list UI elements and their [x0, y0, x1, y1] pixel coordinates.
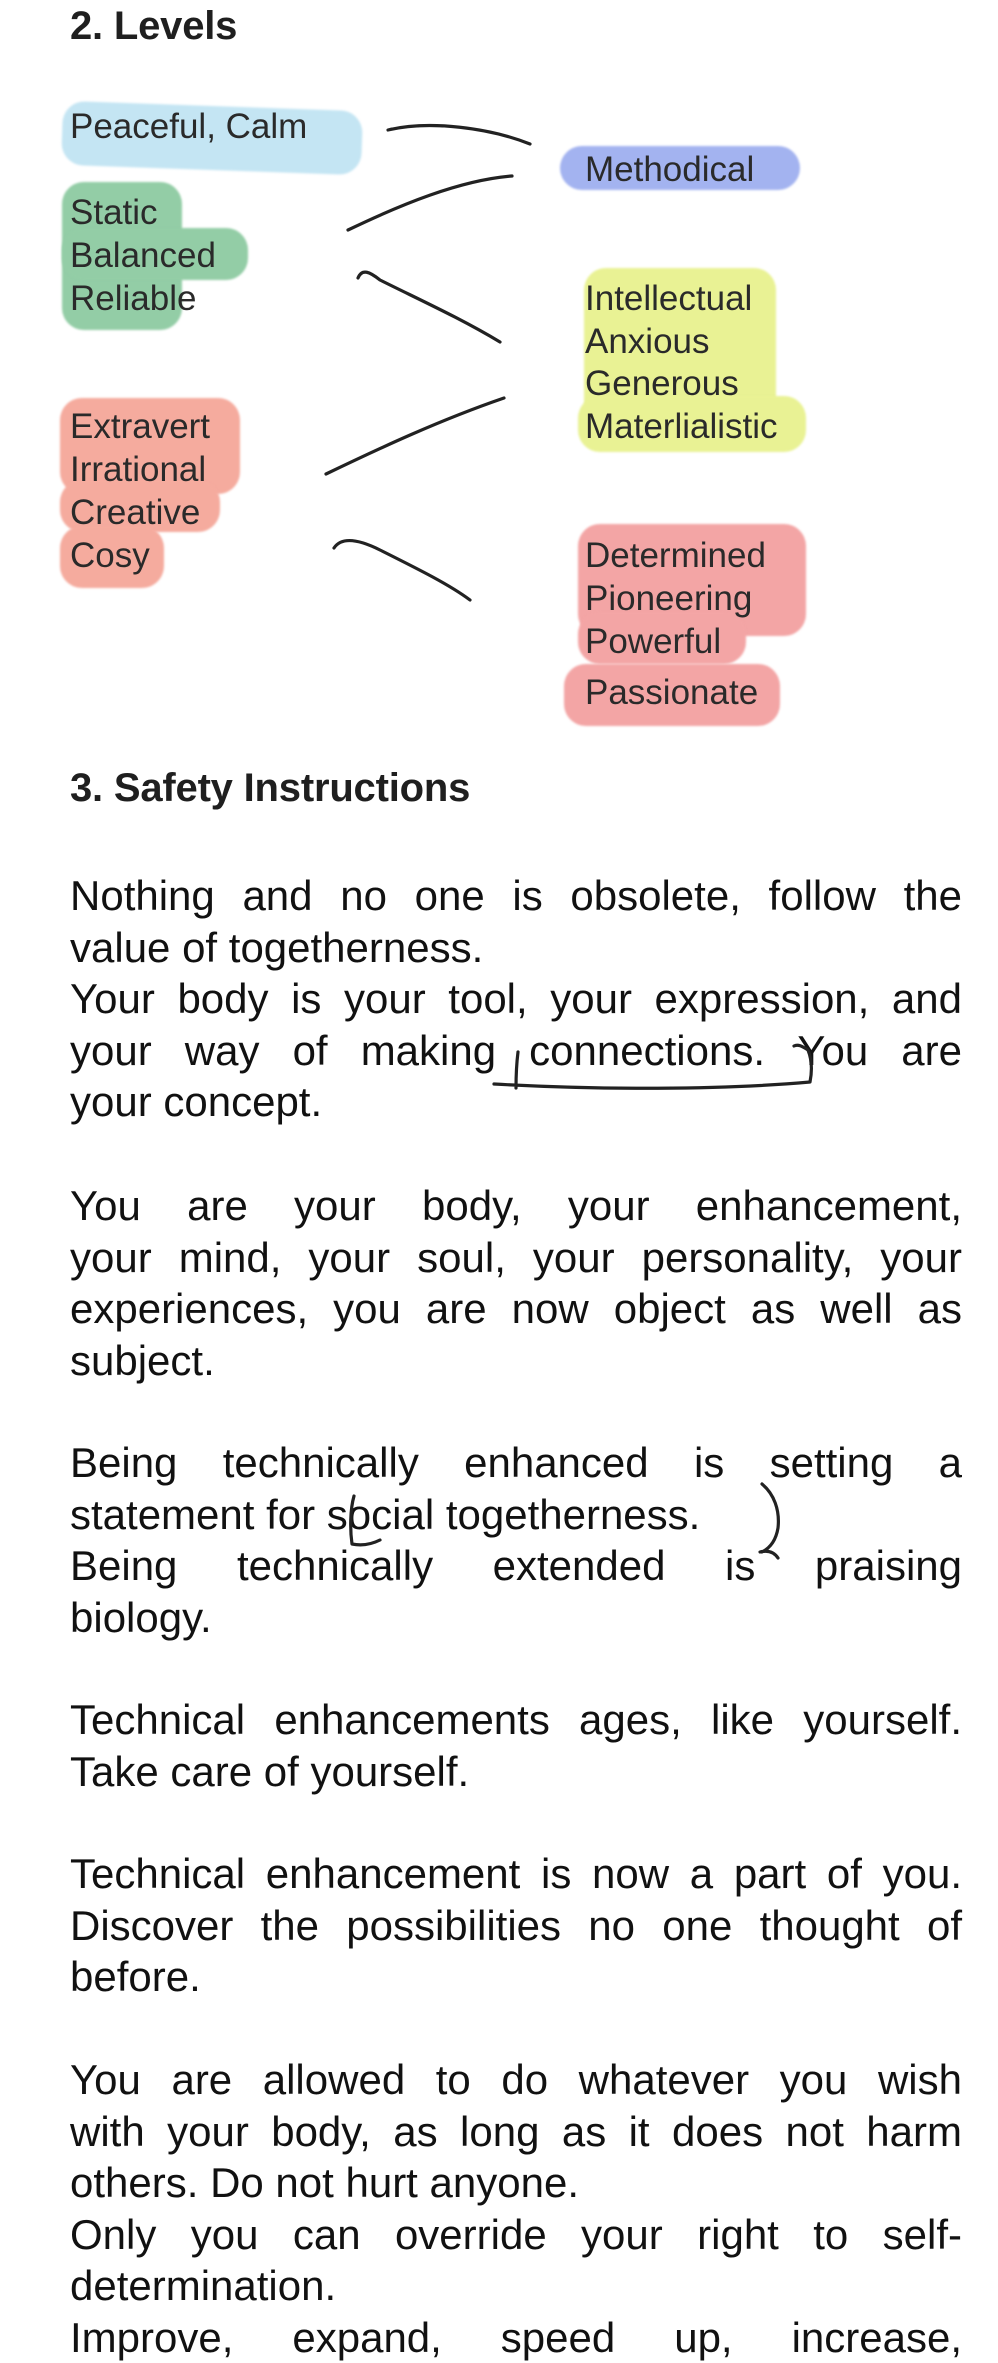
paragraph-line: Being technically enhanced is setting a: [70, 1437, 962, 1489]
paragraph-line: You are your body, your enhancement,: [70, 1180, 962, 1232]
paragraph-line: before.: [70, 1951, 962, 2003]
paragraph-line: Being technically extended is praising: [70, 1540, 962, 1592]
level-left-7: Creative: [70, 492, 200, 534]
paragraph-line: Nothing and no one is obsolete, follow the: [70, 870, 962, 922]
paragraph-line: Take care of yourself.: [70, 1746, 962, 1798]
paragraph-line: Only you can override your right to self-: [70, 2209, 962, 2261]
paragraph-line: Improve, expand, speed up, increase,: [70, 2312, 962, 2363]
paragraph-line: your concept.: [70, 1076, 962, 1128]
paragraph-line: others. Do not hurt anyone.: [70, 2157, 962, 2209]
level-right-7: Pioneering: [585, 578, 752, 620]
paragraph-line: Technical enhancements ages, like yourself.: [70, 1694, 962, 1746]
paragraph-line: your way of making connections. You are: [70, 1025, 962, 1077]
connector-stroke-1: [388, 126, 530, 144]
level-left-4: Reliable: [70, 278, 196, 320]
paragraph-line: You are allowed to do whatever you wish: [70, 2054, 962, 2106]
paragraph-line: biology.: [70, 1592, 962, 1644]
paragraph-line: determination.: [70, 2260, 962, 2312]
level-right-4: Generous: [585, 363, 739, 405]
paragraph-line: Discover the possibilities no one thought of: [70, 1900, 962, 1952]
paragraph-line: Your body is your tool, your expression, and: [70, 973, 962, 1025]
safety-paragraph-1: [70, 870, 962, 1128]
connector-stroke-3: [358, 272, 500, 342]
level-right-1: Methodical: [585, 149, 754, 191]
level-left-3: Balanced: [70, 235, 216, 277]
safety-paragraph-2: [70, 1180, 962, 1386]
level-right-8: Powerful: [585, 621, 721, 663]
level-left-1: Peaceful, Calm: [70, 106, 307, 148]
level-left-5: Extravert: [70, 406, 210, 448]
connector-stroke-5: [334, 541, 470, 600]
paragraph-line: statement for social togetherness.: [70, 1489, 962, 1541]
safety-paragraph-6: [70, 2054, 962, 2363]
level-left-8: Cosy: [70, 535, 150, 577]
level-right-2: Intellectual: [585, 278, 752, 320]
section-title-levels: 2. Levels: [70, 4, 237, 49]
level-right-6: Determined: [585, 535, 766, 577]
safety-paragraph-3: [70, 1437, 962, 1643]
paragraph-line: with your body, as long as it does not harm: [70, 2106, 962, 2158]
paragraph-line: your mind, your soul, your personality, your: [70, 1232, 962, 1284]
level-right-3: Anxious: [585, 321, 710, 363]
paragraph-line: subject.: [70, 1335, 962, 1387]
paragraph-line: experiences, you are now object as well as: [70, 1283, 962, 1335]
level-left-6: Irrational: [70, 449, 206, 491]
section-title-safety: 3. Safety Instructions: [70, 766, 470, 811]
level-left-2: Static: [70, 192, 158, 234]
level-right-5: Materlialistic: [585, 406, 778, 448]
safety-paragraph-5: [70, 1848, 962, 2003]
level-right-9: Passionate: [585, 672, 758, 714]
paragraph-line: Technical enhancement is now a part of you.: [70, 1848, 962, 1900]
safety-paragraph-4: [70, 1694, 962, 1797]
paragraph-line: value of togetherness.: [70, 922, 962, 974]
connector-stroke-4: [326, 398, 504, 474]
connector-stroke-2: [348, 176, 512, 230]
